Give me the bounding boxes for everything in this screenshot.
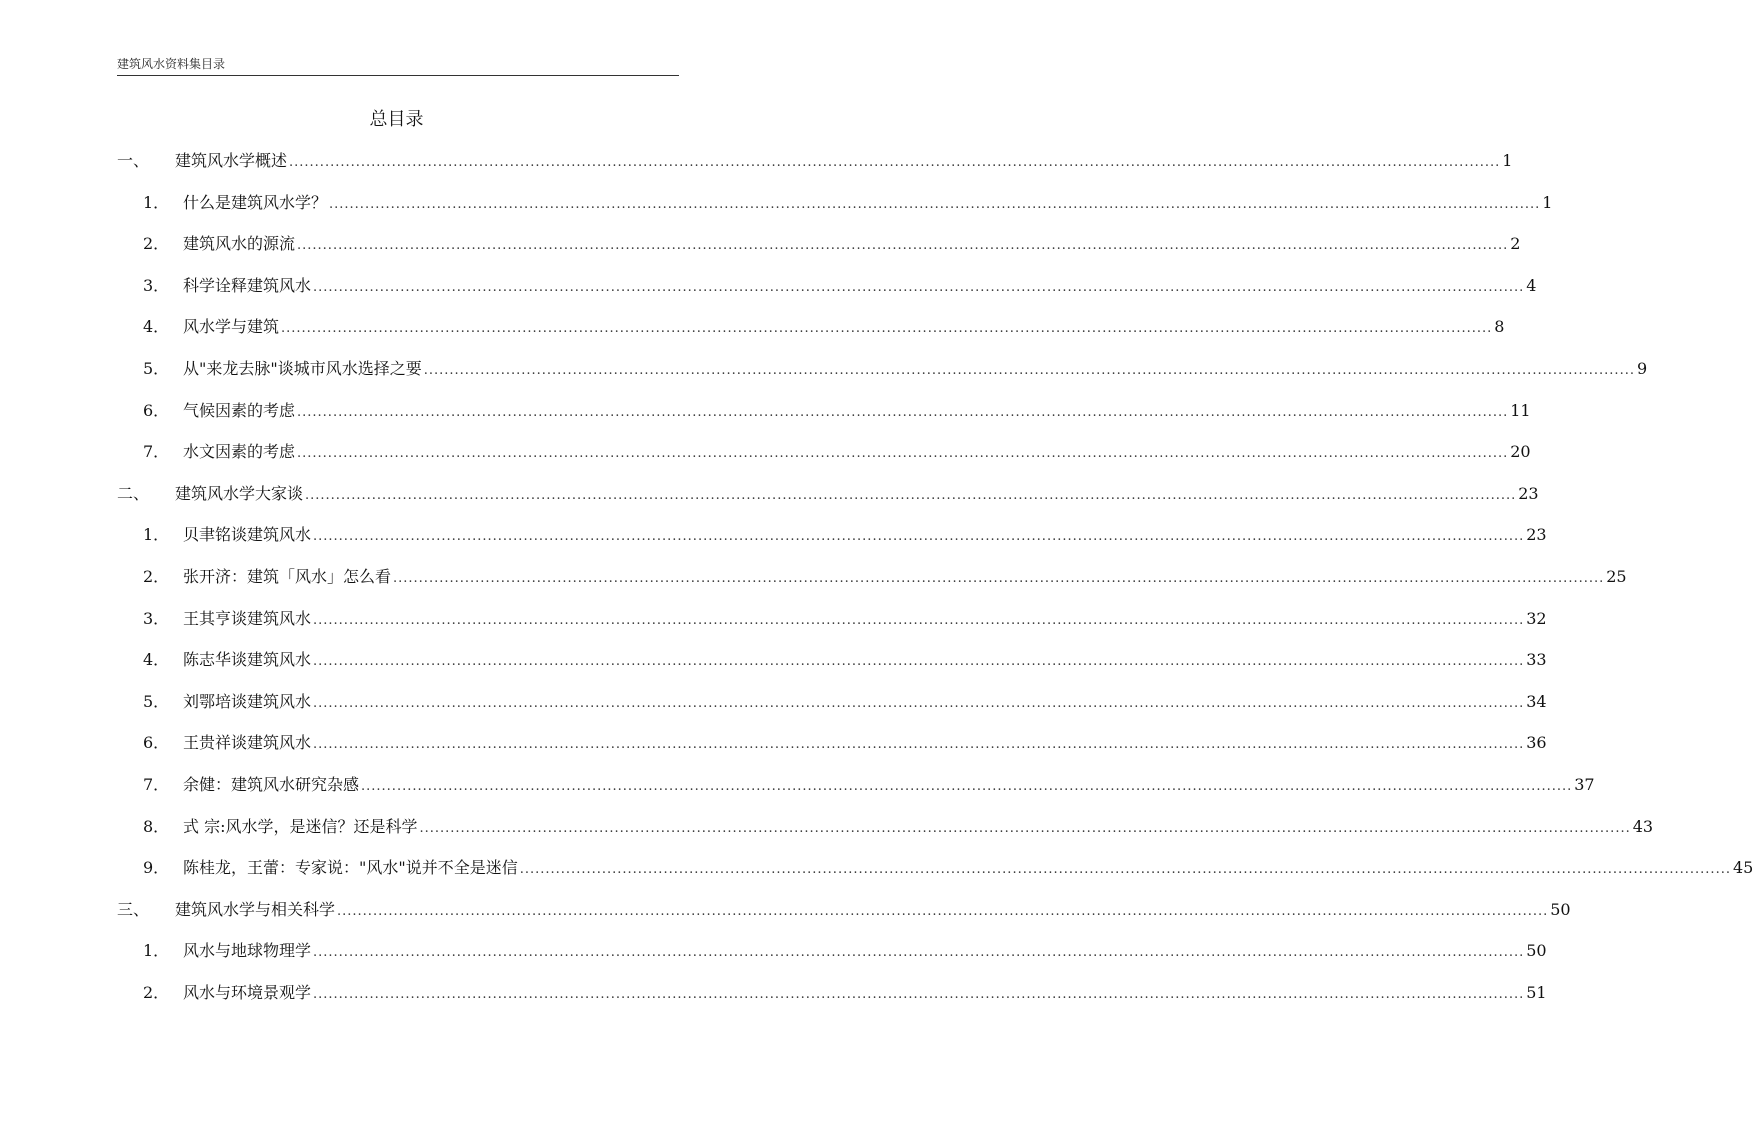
- toc-item-entry[interactable]: [143, 566, 1627, 588]
- entry-title: 贝聿铭谈建筑风水: [183, 525, 312, 544]
- entry-number: 1．: [143, 941, 170, 960]
- page-number: 34: [1526, 692, 1547, 711]
- dot-leader: ............................................................................................................................................................................................................................................: [313, 654, 1525, 669]
- dot-leader: ............................................................................................................................................................................................................................................: [297, 238, 1509, 253]
- entry-number: 2．: [143, 234, 170, 253]
- toc-item-entry[interactable]: [143, 608, 1547, 630]
- toc-item-entry[interactable]: [143, 192, 1553, 214]
- entry-number: 3．: [143, 609, 170, 628]
- entry-title: 风水与环境景观学: [183, 983, 312, 1002]
- entry-title: 气候因素的考虑: [183, 401, 296, 420]
- entry-number: 5．: [143, 359, 170, 378]
- entry-number: 4．: [143, 650, 170, 669]
- toc-item-entry[interactable]: [143, 774, 1595, 796]
- entry-title: 什么是建筑风水学？: [183, 193, 328, 212]
- page-number: 1: [1502, 151, 1513, 170]
- entry-number: 1．: [143, 525, 170, 544]
- entry-number: 1．: [143, 193, 170, 212]
- dot-leader: ............................................................................................................................................................................................................................................: [423, 363, 1635, 378]
- toc-item-entry[interactable]: [143, 316, 1505, 338]
- entry-title: 建筑风水学与相关科学: [175, 900, 336, 919]
- page-number: 33: [1526, 650, 1547, 669]
- page-header: 建筑风水资料集目录: [117, 57, 226, 71]
- toc-item-entry[interactable]: [143, 441, 1531, 463]
- entry-title: 王贵祥谈建筑风水: [183, 733, 312, 752]
- page-number: 9: [1636, 359, 1648, 378]
- entry-number: 4．: [143, 317, 170, 336]
- dot-leader: ............................................................................................................................................................................................................................................: [281, 321, 1493, 336]
- toc-item-entry[interactable]: [143, 816, 1654, 838]
- toc-item-entry[interactable]: [143, 649, 1547, 671]
- entry-number: 二、: [117, 484, 150, 503]
- dot-leader: ............................................................................................................................................................................................................................................: [313, 613, 1525, 628]
- entry-title: 陈志华谈建筑风水: [183, 650, 312, 669]
- toc-item-entry[interactable]: [143, 691, 1547, 713]
- page-number: 37: [1574, 775, 1595, 794]
- entry-number: 5．: [143, 692, 170, 711]
- page-number: 23: [1526, 525, 1547, 544]
- toc-item-entry[interactable]: [143, 275, 1537, 297]
- toc-item-entry[interactable]: [143, 982, 1547, 1004]
- page-number: 2: [1510, 234, 1521, 253]
- entry-title: 陈桂龙，王蕾：专家说："风水"说并不全是迷信: [183, 858, 518, 877]
- page-number: 25: [1606, 567, 1627, 586]
- dot-leader: ............................................................................................................................................................................................................................................: [289, 155, 1501, 170]
- toc-section-entry[interactable]: [117, 899, 1571, 921]
- dot-leader: ............................................................................................................................................................................................................................................: [313, 987, 1525, 1002]
- entry-title: 余健：建筑风水研究杂感: [183, 775, 360, 794]
- entry-title: 科学诠释建筑风水: [183, 276, 312, 295]
- page-number: 20: [1510, 442, 1531, 461]
- entry-number: 3．: [143, 276, 170, 295]
- toc-item-entry[interactable]: [143, 524, 1547, 546]
- dot-leader: ............................................................................................................................................................................................................................................: [519, 862, 1731, 877]
- page-number: 4: [1526, 276, 1537, 295]
- entry-title: 王其亨谈建筑风水: [183, 609, 312, 628]
- dot-leader: ............................................................................................................................................................................................................................................: [313, 945, 1525, 960]
- entry-title: 刘鄂培谈建筑风水: [183, 692, 312, 711]
- entry-number: 三、: [117, 900, 150, 919]
- toc-item-entry[interactable]: [143, 233, 1521, 255]
- page-number: 50: [1526, 941, 1547, 960]
- dot-leader: ............................................................................................................................................................................................................................................: [313, 737, 1525, 752]
- dot-leader: ............................................................................................................................................................................................................................................: [297, 446, 1509, 461]
- entry-title: 建筑风水学大家谈: [175, 484, 304, 503]
- toc-item-entry[interactable]: [143, 857, 1753, 879]
- toc-title: 总目录: [369, 109, 424, 130]
- dot-leader: ............................................................................................................................................................................................................................................: [419, 821, 1631, 836]
- entry-title: 式 宗:风水学，是迷信？还是科学: [183, 817, 418, 836]
- page-number: 8: [1494, 317, 1505, 336]
- entry-number: 2．: [143, 983, 170, 1002]
- entry-title: 建筑风水学概述: [175, 151, 288, 170]
- toc-item-entry[interactable]: [143, 732, 1547, 754]
- entry-title: 风水学与建筑: [183, 317, 280, 336]
- entry-number: 一、: [117, 151, 150, 170]
- entry-number: 6．: [143, 733, 170, 752]
- page-number: 23: [1518, 484, 1539, 503]
- dot-leader: ............................................................................................................................................................................................................................................: [337, 904, 1549, 919]
- toc-item-entry[interactable]: [143, 940, 1547, 962]
- page-number: 1: [1542, 193, 1553, 212]
- entry-title: 风水与地球物理学: [183, 941, 312, 960]
- page-number: 45: [1732, 858, 1753, 877]
- dot-leader: ............................................................................................................................................................................................................................................: [313, 280, 1525, 295]
- entry-title: 张开济：建筑「风水」怎么看: [183, 567, 392, 586]
- dot-leader: ............................................................................................................................................................................................................................................: [393, 571, 1605, 586]
- page-number: 50: [1550, 900, 1571, 919]
- entry-number: 8．: [143, 817, 170, 836]
- entry-number: 6．: [143, 401, 170, 420]
- page-number: 11: [1510, 401, 1531, 420]
- dot-leader: ............................................................................................................................................................................................................................................: [329, 197, 1541, 212]
- entry-number: 7．: [143, 775, 170, 794]
- entry-number: 2．: [143, 567, 170, 586]
- toc-section-entry[interactable]: [117, 150, 1513, 172]
- entry-number: 9．: [143, 858, 170, 877]
- toc-item-entry[interactable]: [143, 358, 1648, 380]
- page-number: 36: [1526, 733, 1547, 752]
- page-number: 51: [1526, 983, 1547, 1002]
- toc-item-entry[interactable]: [143, 400, 1531, 422]
- page-number: 43: [1632, 817, 1654, 836]
- entry-title: 水文因素的考虑: [183, 442, 296, 461]
- dot-leader: ............................................................................................................................................................................................................................................: [313, 696, 1525, 711]
- entry-title: 建筑风水的源流: [183, 234, 296, 253]
- page-number: 32: [1526, 609, 1547, 628]
- toc-section-entry[interactable]: [117, 483, 1539, 505]
- entry-title: 从"来龙去脉"谈城市风水选择之要: [183, 359, 422, 378]
- dot-leader: ............................................................................................................................................................................................................................................: [361, 779, 1573, 794]
- dot-leader: ............................................................................................................................................................................................................................................: [313, 529, 1525, 544]
- dot-leader: ............................................................................................................................................................................................................................................: [305, 488, 1517, 503]
- dot-leader: ............................................................................................................................................................................................................................................: [297, 405, 1509, 420]
- entry-number: 7．: [143, 442, 170, 461]
